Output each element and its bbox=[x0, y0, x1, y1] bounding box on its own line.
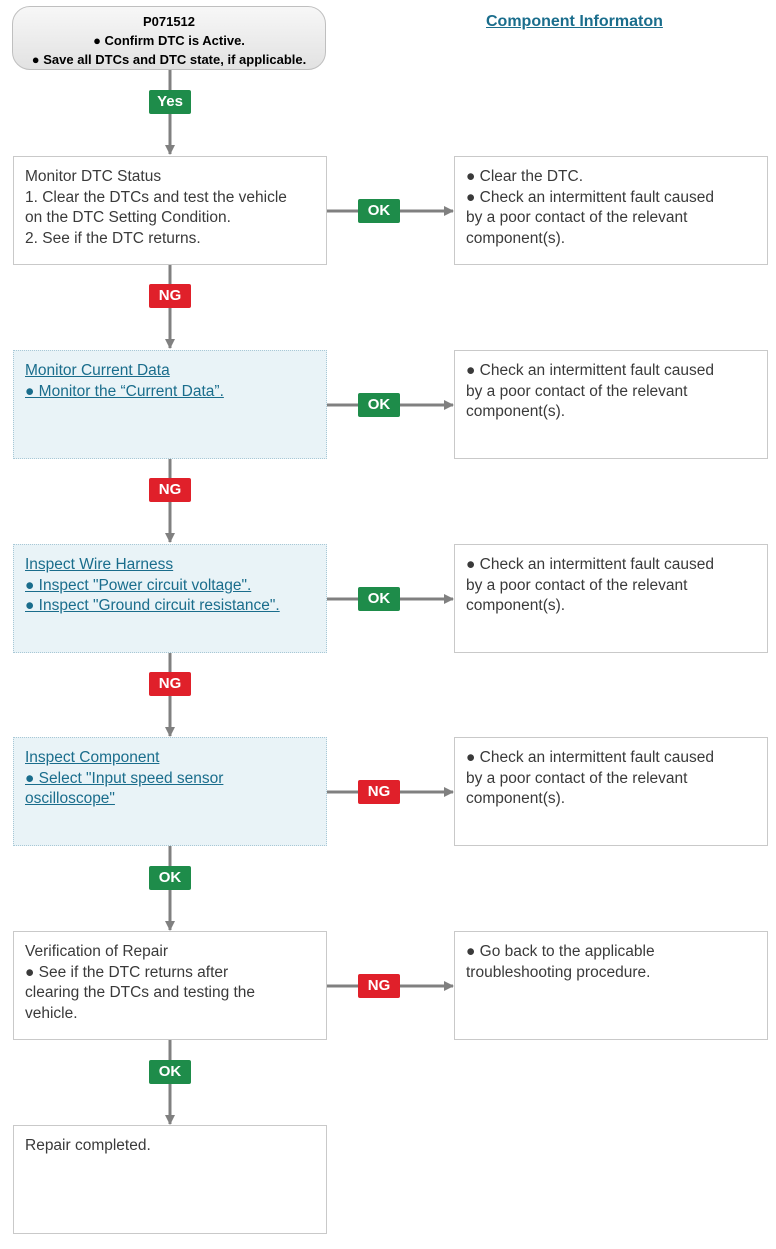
step-monitor-dtc-status bbox=[13, 156, 327, 265]
step-line: vehicle. bbox=[25, 1004, 78, 1022]
ng-badge: NG bbox=[149, 672, 191, 696]
ng-badge: NG bbox=[149, 284, 191, 308]
ng-badge: NG bbox=[358, 974, 400, 998]
step-title-link[interactable]: Inspect Component bbox=[25, 749, 160, 766]
ok-badge: OK bbox=[358, 587, 400, 611]
start-node bbox=[12, 6, 326, 70]
ng-badge: NG bbox=[358, 780, 400, 804]
step-line: 1. Clear the DTCs and test the vehicle bbox=[25, 188, 287, 206]
yes-badge: Yes bbox=[149, 90, 191, 114]
result-line: component(s). bbox=[466, 790, 566, 807]
step-title-link[interactable]: Inspect Wire Harness bbox=[25, 556, 174, 573]
step-link[interactable]: oscilloscope" bbox=[25, 790, 115, 807]
step-title: Verification of Repair bbox=[25, 943, 169, 960]
result-line: ● Go back to the applicable bbox=[466, 943, 655, 960]
result-line: component(s). bbox=[466, 403, 566, 420]
dtc-code: P071512 bbox=[142, 14, 196, 29]
result-box bbox=[454, 350, 768, 459]
step-verification-of-repair bbox=[13, 931, 327, 1040]
result-line: by a poor contact of the relevant bbox=[466, 769, 688, 787]
step-inspect-component bbox=[13, 737, 327, 846]
start-line-1: ● Confirm DTC is Active. bbox=[93, 33, 245, 48]
step-title-link[interactable]: Monitor Current Data bbox=[25, 362, 170, 379]
result-box bbox=[454, 156, 768, 265]
result-line: ● Check an intermittent fault caused bbox=[466, 188, 715, 206]
ok-badge: OK bbox=[149, 866, 191, 890]
result-line: ● Check an intermittent fault caused bbox=[466, 362, 715, 379]
result-line: by a poor contact of the relevant bbox=[466, 209, 688, 226]
step-link[interactable]: ● Select "Input speed sensor bbox=[25, 769, 224, 787]
result-line: by a poor contact of the relevant bbox=[466, 576, 688, 594]
result-line: ● Clear the DTC. bbox=[466, 168, 584, 185]
result-line: by a poor contact of the relevant bbox=[466, 382, 688, 400]
result-line: component(s). bbox=[466, 597, 566, 614]
step-inspect-wire-harness bbox=[13, 544, 327, 653]
step-line: 2. See if the DTC returns. bbox=[25, 229, 201, 247]
component-information-link[interactable]: Component Informaton bbox=[486, 13, 663, 30]
ok-badge: OK bbox=[358, 393, 400, 417]
ok-badge: OK bbox=[358, 199, 400, 223]
step-line: on the DTC Setting Condition. bbox=[25, 209, 231, 226]
result-box bbox=[454, 544, 768, 653]
ok-badge: OK bbox=[149, 1060, 191, 1084]
final-text: Repair completed. bbox=[25, 1137, 151, 1154]
result-line: ● Check an intermittent fault caused bbox=[466, 749, 715, 766]
result-box bbox=[454, 931, 768, 1040]
step-monitor-current-data bbox=[13, 350, 327, 459]
step-link[interactable]: ● Inspect "Power circuit voltage". bbox=[25, 576, 252, 594]
result-line: troubleshooting procedure. bbox=[466, 963, 651, 981]
ng-badge: NG bbox=[149, 478, 191, 502]
step-link[interactable]: ● Inspect "Ground circuit resistance". bbox=[25, 597, 280, 614]
result-line: ● Check an intermittent fault caused bbox=[466, 556, 715, 573]
result-box bbox=[454, 737, 768, 846]
step-link[interactable]: ● Monitor the “Current Data”. bbox=[25, 382, 224, 400]
step-line: clearing the DTCs and testing the bbox=[25, 984, 256, 1001]
result-line: component(s). bbox=[466, 229, 566, 247]
start-line-2: ● Save all DTCs and DTC state, if applicable. bbox=[31, 52, 307, 67]
final-box bbox=[13, 1125, 327, 1234]
step-title: Monitor DTC Status bbox=[25, 168, 162, 185]
step-line: ● See if the DTC returns after bbox=[25, 963, 229, 981]
